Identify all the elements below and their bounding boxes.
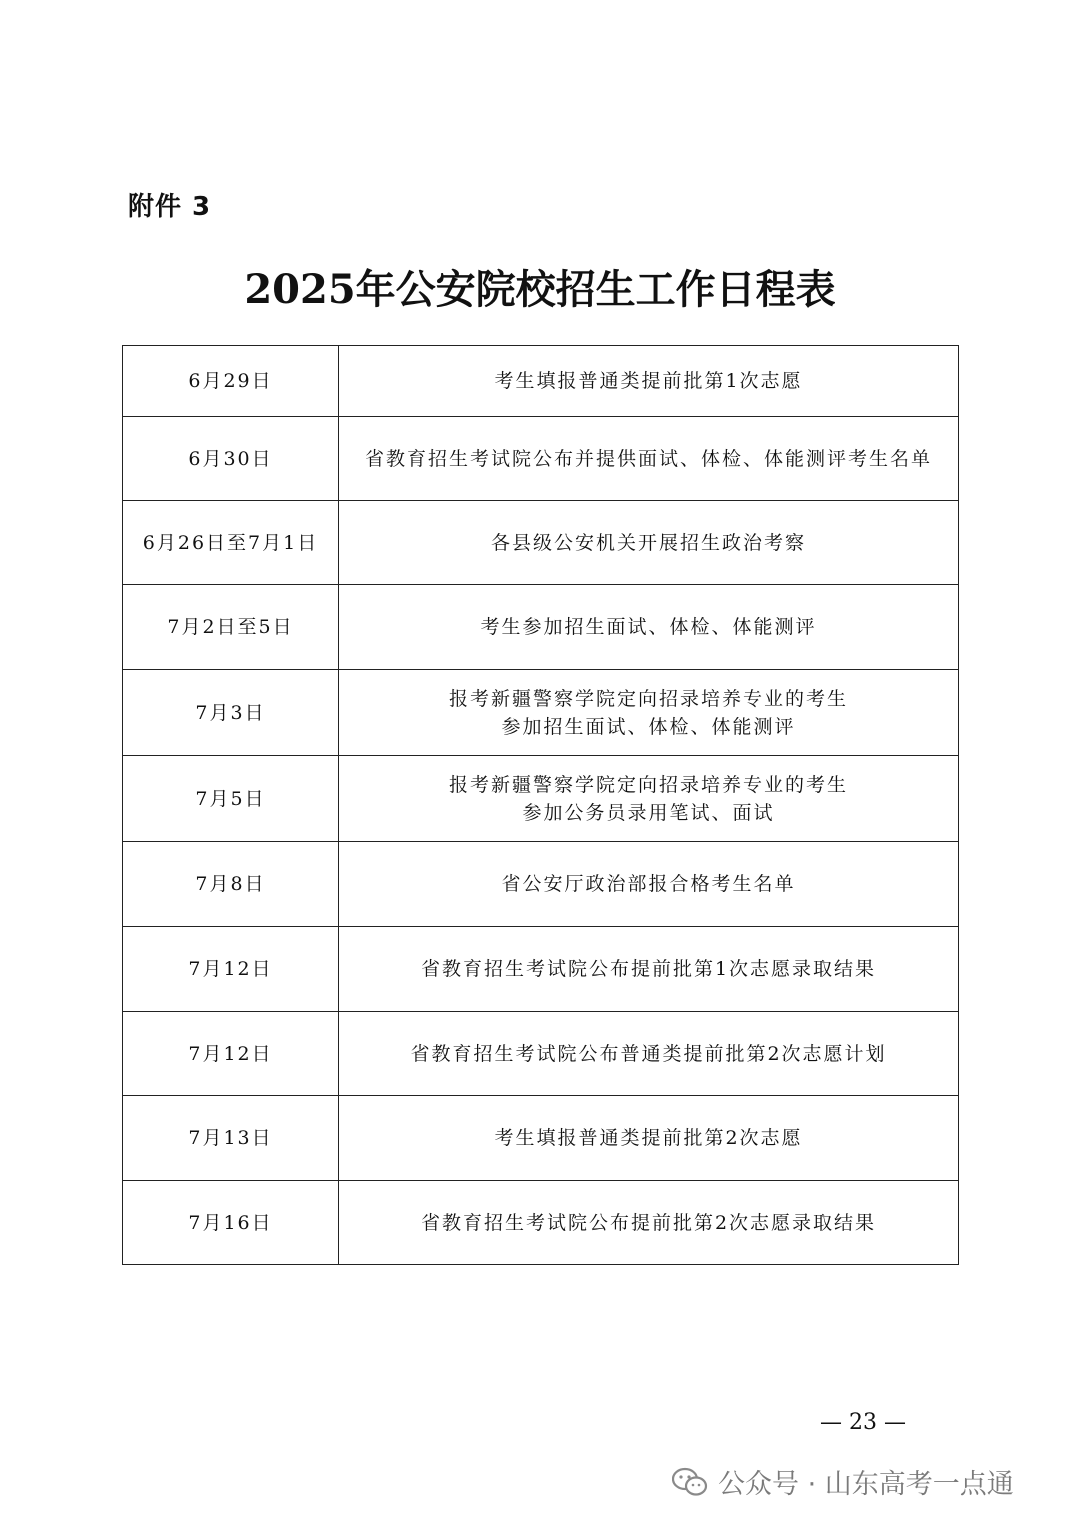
schedule-table	[122, 345, 959, 1265]
schedule-task-line: 省教育招生考试院公布提前批第2次志愿录取结果	[420, 1211, 877, 1234]
table-row	[123, 1012, 959, 1096]
table-row	[123, 1181, 959, 1265]
schedule-date: 7月3日	[123, 670, 339, 756]
page-number: — 23 —	[820, 1410, 906, 1435]
schedule-table-body	[123, 346, 959, 1265]
schedule-date: 7月2日至5日	[123, 585, 339, 670]
schedule-task-line: 各县级公安机关开展招生政治考察	[490, 531, 806, 554]
schedule-task	[339, 1181, 959, 1265]
schedule-task-line: 参加招生面试、体检、体能测评	[501, 715, 796, 738]
schedule-date: 7月12日	[123, 927, 339, 1012]
schedule-task	[339, 756, 959, 842]
schedule-date: 6月26日至7月1日	[123, 501, 339, 585]
schedule-date: 7月12日	[123, 1012, 339, 1096]
schedule-task-line: 报考新疆警察学院定向招录培养专业的考生	[448, 687, 848, 710]
schedule-task	[339, 842, 959, 927]
schedule-task	[339, 1096, 959, 1181]
watermark-text: 公众号 · 山东高考一点通	[718, 1469, 1014, 1500]
wechat-icon	[672, 1467, 708, 1497]
table-row	[123, 501, 959, 585]
schedule-task-line: 报考新疆警察学院定向招录培养专业的考生	[448, 773, 848, 796]
attachment-label: 附件 3	[128, 192, 212, 222]
schedule-date: 7月8日	[123, 842, 339, 927]
schedule-task	[339, 417, 959, 501]
table-row	[123, 1096, 959, 1181]
page-title: 2025年公安院校招生工作日程表	[244, 266, 836, 313]
schedule-task-line: 参加公务员录用笔试、面试	[522, 801, 775, 824]
schedule-task	[339, 501, 959, 585]
schedule-task	[339, 1012, 959, 1096]
schedule-date: 6月30日	[123, 417, 339, 501]
table-row	[123, 346, 959, 417]
schedule-date: 7月16日	[123, 1181, 339, 1265]
schedule-task-line: 考生填报普通类提前批第2次志愿	[494, 1127, 803, 1149]
table-row	[123, 417, 959, 501]
table-row	[123, 670, 959, 756]
schedule-date: 7月5日	[123, 756, 339, 842]
schedule-task-line: 省教育招生考试院公布提前批第1次志愿录取结果	[420, 958, 877, 980]
schedule-task	[339, 346, 959, 417]
schedule-task-line: 省教育招生考试院公布并提供面试、体检、体能测评考生名单	[364, 447, 932, 470]
watermark	[672, 1462, 1014, 1501]
schedule-task-line: 省教育招生考试院公布普通类提前批第2次志愿计划	[410, 1042, 887, 1065]
schedule-task-line: 省公安厅政治部报合格考生名单	[501, 873, 796, 895]
schedule-date: 7月13日	[123, 1096, 339, 1181]
schedule-date: 6月29日	[123, 346, 339, 417]
table-row	[123, 756, 959, 842]
table-row	[123, 842, 959, 927]
schedule-task	[339, 585, 959, 670]
schedule-task-line: 考生参加招生面试、体检、体能测评	[480, 616, 817, 638]
schedule-task	[339, 670, 959, 756]
schedule-task	[339, 927, 959, 1012]
table-row	[123, 927, 959, 1012]
table-row	[123, 585, 959, 670]
schedule-task-line: 考生填报普通类提前批第1次志愿	[494, 370, 803, 392]
